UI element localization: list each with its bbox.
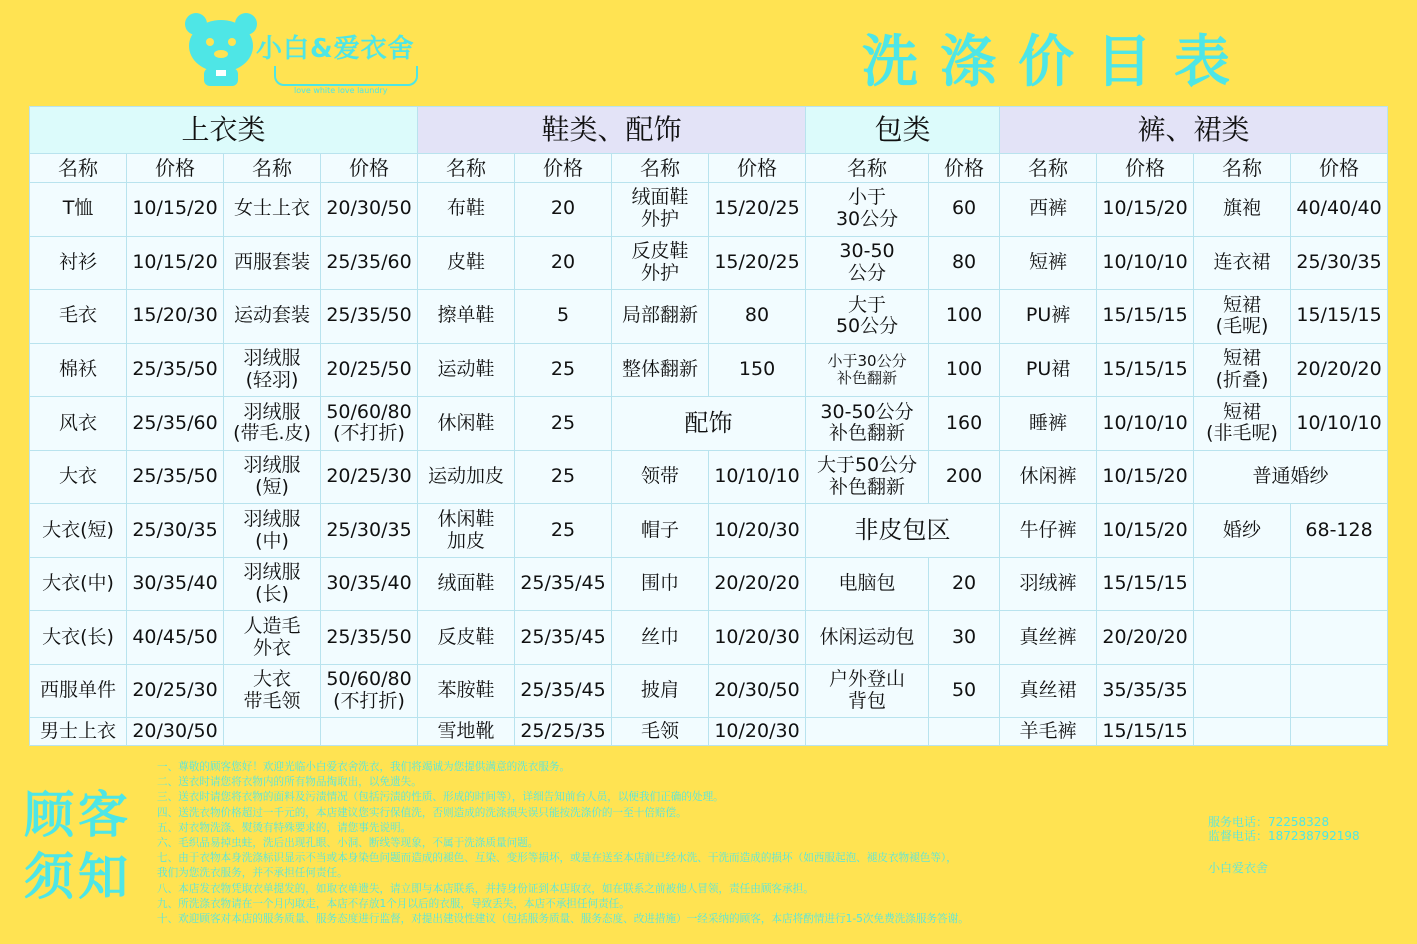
item-price-cell bbox=[1291, 718, 1388, 746]
item-price-cell: 35/35/35 bbox=[1097, 664, 1194, 718]
column-header-name: 名称 bbox=[30, 154, 127, 183]
item-name-cell: 短裙 (非毛呢) bbox=[1194, 397, 1291, 451]
item-name-cell: 布鞋 bbox=[418, 183, 515, 237]
column-header-name: 名称 bbox=[806, 154, 929, 183]
item-name-cell: 牛仔裤 bbox=[1000, 504, 1097, 558]
notice-item: 九、所洗涤衣物请在一个月内取走，本店不存放1个月以后的衣服，导致丢失，本店不承担任何责任。 bbox=[157, 897, 630, 910]
item-price-cell: 30/35/40 bbox=[127, 557, 224, 611]
item-name-cell: 大于50公分 补色翻新 bbox=[806, 450, 929, 504]
item-price-cell: 80 bbox=[929, 236, 1000, 290]
item-name-cell: 毛衣 bbox=[30, 290, 127, 344]
item-price-cell: 10/20/30 bbox=[709, 718, 806, 746]
item-name-cell: 丝巾 bbox=[612, 611, 709, 665]
item-price-cell: 30 bbox=[929, 611, 1000, 665]
item-name-cell: 羽绒服 (短) bbox=[224, 450, 321, 504]
item-name-cell: 大衣(中) bbox=[30, 557, 127, 611]
item-price-cell: 25/35/45 bbox=[515, 557, 612, 611]
item-name-cell bbox=[1194, 611, 1291, 665]
column-header-price: 价格 bbox=[929, 154, 1000, 183]
item-name-cell bbox=[1194, 557, 1291, 611]
item-price-cell: 10/15/20 bbox=[1097, 504, 1194, 558]
item-name-cell: 大于 50公分 bbox=[806, 290, 929, 344]
table-row bbox=[30, 504, 1388, 558]
item-name-cell bbox=[1194, 718, 1291, 746]
item-price-cell bbox=[929, 718, 1000, 746]
item-price-cell: 20/25/50 bbox=[321, 343, 418, 397]
item-name-cell: 雪地靴 bbox=[418, 718, 515, 746]
item-price-cell: 30/35/40 bbox=[321, 557, 418, 611]
table-row bbox=[30, 290, 1388, 344]
item-price-cell: 200 bbox=[929, 450, 1000, 504]
item-price-cell: 50 bbox=[929, 664, 1000, 718]
item-name-cell: 大衣 带毛领 bbox=[224, 664, 321, 718]
service-phone: 服务电话：72258328 bbox=[1208, 815, 1330, 829]
item-name-cell: 绒面鞋 外护 bbox=[612, 183, 709, 237]
table-row bbox=[30, 343, 1388, 397]
item-price-cell: 10/10/10 bbox=[1097, 397, 1194, 451]
item-name-cell: 羽绒服 (轻羽) bbox=[224, 343, 321, 397]
item-name-cell: 普通婚纱 bbox=[1194, 450, 1388, 504]
item-name-cell: 非皮包区 bbox=[806, 504, 1000, 558]
notice-item: 五、对衣物洗涤、熨烫有特殊要求的，请您事先说明。 bbox=[157, 821, 412, 834]
item-name-cell: 户外登山 背包 bbox=[806, 664, 929, 718]
item-name-cell: 羽绒服 (长) bbox=[224, 557, 321, 611]
category-tops: 上衣类 bbox=[30, 107, 418, 154]
item-price-cell: 20/25/30 bbox=[127, 664, 224, 718]
item-price-cell: 10/10/10 bbox=[709, 450, 806, 504]
item-price-cell: 160 bbox=[929, 397, 1000, 451]
item-name-cell: 真丝裙 bbox=[1000, 664, 1097, 718]
column-header-price: 价格 bbox=[127, 154, 224, 183]
item-price-cell: 50/60/80 (不打折) bbox=[321, 397, 418, 451]
item-price-cell: 25 bbox=[515, 450, 612, 504]
item-name-cell: 旗袍 bbox=[1194, 183, 1291, 237]
item-name-cell: 局部翻新 bbox=[612, 290, 709, 344]
item-price-cell: 15/20/25 bbox=[709, 236, 806, 290]
brand-logo bbox=[182, 10, 422, 100]
item-name-cell: 婚纱 bbox=[1194, 504, 1291, 558]
item-name-cell: 擦单鞋 bbox=[418, 290, 515, 344]
item-name-cell: 运动加皮 bbox=[418, 450, 515, 504]
category-bags: 包类 bbox=[806, 107, 1000, 154]
item-price-cell: 10/15/20 bbox=[127, 183, 224, 237]
item-price-cell: 15/20/25 bbox=[709, 183, 806, 237]
brand-name: 小白&爱衣舍 bbox=[256, 34, 415, 64]
item-name-cell: 休闲裤 bbox=[1000, 450, 1097, 504]
bear-logo-icon bbox=[182, 10, 264, 90]
item-name-cell: 反皮鞋 外护 bbox=[612, 236, 709, 290]
item-name-cell: 帽子 bbox=[612, 504, 709, 558]
item-price-cell: 15/15/15 bbox=[1291, 290, 1388, 344]
item-name-cell bbox=[224, 718, 321, 746]
item-name-cell: 风衣 bbox=[30, 397, 127, 451]
item-name-cell: 运动鞋 bbox=[418, 343, 515, 397]
item-name-cell: 休闲鞋 加皮 bbox=[418, 504, 515, 558]
column-header-name: 名称 bbox=[612, 154, 709, 183]
table-row bbox=[30, 397, 1388, 451]
item-name-cell: 反皮鞋 bbox=[418, 611, 515, 665]
item-price-cell: 10/10/10 bbox=[1097, 236, 1194, 290]
item-name-cell: 大衣(短) bbox=[30, 504, 127, 558]
item-price-cell: 25/35/50 bbox=[127, 450, 224, 504]
item-name-cell: PU裤 bbox=[1000, 290, 1097, 344]
item-name-cell: 30-50公分 补色翻新 bbox=[806, 397, 929, 451]
table-row bbox=[30, 557, 1388, 611]
notice-title-line1: 顾客 bbox=[24, 786, 132, 844]
shop-name: 小白爱衣舍 bbox=[1208, 861, 1269, 875]
table-row bbox=[30, 718, 1388, 746]
item-price-cell bbox=[1291, 611, 1388, 665]
notice-item: 十、欢迎顾客对本店的服务质量、服务态度进行监督，对提出建设性建议（包括服务质量、服务态度、改进措施）一经采纳的顾客，本店将酌情进行1-5次免费洗涤服务答谢。 bbox=[157, 913, 969, 926]
item-name-cell: 短裤 bbox=[1000, 236, 1097, 290]
item-price-cell: 10/20/30 bbox=[709, 611, 806, 665]
item-name-cell: 羽绒服 (中) bbox=[224, 504, 321, 558]
item-name-cell: 电脑包 bbox=[806, 557, 929, 611]
item-price-cell: 25/30/35 bbox=[321, 504, 418, 558]
column-header-name: 名称 bbox=[1000, 154, 1097, 183]
item-name-cell: 棉袄 bbox=[30, 343, 127, 397]
item-name-cell: 衬衫 bbox=[30, 236, 127, 290]
customer-notice-list bbox=[157, 760, 1197, 927]
notice-item: 二、送衣时请您将衣物内的所有物品掏取出，以免遗失。 bbox=[157, 776, 422, 789]
item-price-cell: 100 bbox=[929, 343, 1000, 397]
column-header-price: 价格 bbox=[709, 154, 806, 183]
item-price-cell: 40/45/50 bbox=[127, 611, 224, 665]
item-price-cell: 15/15/15 bbox=[1097, 290, 1194, 344]
item-name-cell: 大衣 bbox=[30, 450, 127, 504]
item-price-cell: 25/35/50 bbox=[321, 290, 418, 344]
item-name-cell: 绒面鞋 bbox=[418, 557, 515, 611]
item-price-cell: 25 bbox=[515, 504, 612, 558]
item-price-cell: 20/30/50 bbox=[321, 183, 418, 237]
item-name-cell: 短裙 (毛呢) bbox=[1194, 290, 1291, 344]
item-price-cell: 25/30/35 bbox=[1291, 236, 1388, 290]
item-price-cell: 68-128 bbox=[1291, 504, 1388, 558]
item-name-cell: 西服套装 bbox=[224, 236, 321, 290]
item-name-cell: 苯胺鞋 bbox=[418, 664, 515, 718]
item-name-cell: PU裙 bbox=[1000, 343, 1097, 397]
item-name-cell: 小于30公分 补色翻新 bbox=[806, 343, 929, 397]
item-price-cell: 25 bbox=[515, 397, 612, 451]
item-price-cell: 15/15/15 bbox=[1097, 718, 1194, 746]
item-price-cell: 10/10/10 bbox=[1291, 397, 1388, 451]
item-name-cell: 围巾 bbox=[612, 557, 709, 611]
item-name-cell: 毛领 bbox=[612, 718, 709, 746]
item-name-cell: 连衣裙 bbox=[1194, 236, 1291, 290]
column-header-price: 价格 bbox=[1291, 154, 1388, 183]
item-name-cell: 真丝裤 bbox=[1000, 611, 1097, 665]
item-price-cell: 40/40/40 bbox=[1291, 183, 1388, 237]
contact-info bbox=[1208, 815, 1360, 875]
column-header-row bbox=[30, 154, 1388, 183]
price-table-body bbox=[30, 154, 1388, 746]
item-name-cell: 羽绒裤 bbox=[1000, 557, 1097, 611]
item-name-cell bbox=[806, 718, 929, 746]
item-price-cell: 20/30/50 bbox=[127, 718, 224, 746]
item-name-cell: 披肩 bbox=[612, 664, 709, 718]
item-price-cell: 10/15/20 bbox=[1097, 450, 1194, 504]
brand-underline bbox=[274, 66, 418, 86]
item-name-cell: 西服单件 bbox=[30, 664, 127, 718]
item-price-cell: 5 bbox=[515, 290, 612, 344]
item-price-cell bbox=[1291, 664, 1388, 718]
table-row bbox=[30, 611, 1388, 665]
notice-item: 四、送洗衣物价格超过一千元的，本店建议您实行保值洗，否则造成的洗涤损失误只能按洗涤价的一至十倍赔偿。 bbox=[157, 806, 687, 819]
item-price-cell: 60 bbox=[929, 183, 1000, 237]
item-name-cell: 西裤 bbox=[1000, 183, 1097, 237]
item-price-cell: 25/35/50 bbox=[127, 343, 224, 397]
table-row bbox=[30, 236, 1388, 290]
table-row bbox=[30, 183, 1388, 237]
notice-title bbox=[24, 784, 132, 908]
item-price-cell: 25/35/45 bbox=[515, 664, 612, 718]
page-title: 洗涤价目表 bbox=[862, 30, 1252, 95]
column-header-price: 价格 bbox=[515, 154, 612, 183]
brand-subtitle: love white love laundry bbox=[294, 86, 388, 95]
item-price-cell: 10/15/20 bbox=[127, 236, 224, 290]
item-price-cell: 25/35/60 bbox=[321, 236, 418, 290]
column-header-price: 价格 bbox=[1097, 154, 1194, 183]
item-price-cell: 25 bbox=[515, 343, 612, 397]
item-price-cell: 20/30/50 bbox=[709, 664, 806, 718]
item-price-cell: 20 bbox=[515, 236, 612, 290]
item-price-cell bbox=[1291, 557, 1388, 611]
item-price-cell: 10/20/30 bbox=[709, 504, 806, 558]
item-name-cell: 男士上衣 bbox=[30, 718, 127, 746]
item-price-cell: 25/35/60 bbox=[127, 397, 224, 451]
item-price-cell: 20/20/20 bbox=[709, 557, 806, 611]
item-price-cell: 15/15/15 bbox=[1097, 557, 1194, 611]
column-header-name: 名称 bbox=[1194, 154, 1291, 183]
item-price-cell: 100 bbox=[929, 290, 1000, 344]
table-row bbox=[30, 450, 1388, 504]
category-shoes-accessories: 鞋类、配饰 bbox=[418, 107, 806, 154]
item-price-cell bbox=[321, 718, 418, 746]
column-header-price: 价格 bbox=[321, 154, 418, 183]
item-name-cell: 休闲鞋 bbox=[418, 397, 515, 451]
category-pants-skirts: 裤、裙类 bbox=[1000, 107, 1388, 154]
item-price-cell: 20 bbox=[929, 557, 1000, 611]
column-header-name: 名称 bbox=[224, 154, 321, 183]
item-name-cell bbox=[1194, 664, 1291, 718]
item-name-cell: 休闲运动包 bbox=[806, 611, 929, 665]
item-price-cell: 80 bbox=[709, 290, 806, 344]
item-name-cell: 女士上衣 bbox=[224, 183, 321, 237]
item-price-cell: 50/60/80 (不打折) bbox=[321, 664, 418, 718]
item-name-cell: 配饰 bbox=[612, 397, 806, 451]
item-price-cell: 15/15/15 bbox=[1097, 343, 1194, 397]
item-price-cell: 20 bbox=[515, 183, 612, 237]
item-price-cell: 10/15/20 bbox=[1097, 183, 1194, 237]
item-name-cell: 领带 bbox=[612, 450, 709, 504]
notice-title-line2: 须知 bbox=[24, 848, 132, 906]
price-table bbox=[29, 106, 1388, 746]
notice-item: 一、尊敬的顾客您好！欢迎光临小白爱衣舍洗衣，我们将竭诚为您提供满意的洗衣服务。 bbox=[157, 761, 571, 773]
item-price-cell: 25/35/50 bbox=[321, 611, 418, 665]
notice-item: 八、本店发衣物凭取衣单提发的，如取衣单遗失，请立即与本店联系，并持身份证到本店取衣，如在联系之前被他人冒领，责任由顾客承担。 bbox=[157, 882, 814, 895]
item-name-cell: 羽绒服 (带毛.皮) bbox=[224, 397, 321, 451]
item-price-cell: 20/20/20 bbox=[1097, 611, 1194, 665]
item-price-cell: 150 bbox=[709, 343, 806, 397]
supervise-phone: 监督电话：18723879219​8 bbox=[1208, 829, 1360, 843]
notice-item: 六、毛织品易掉虫蛀，洗后出现孔眼、小洞、断线等现象，不属于洗涤质量问题。 bbox=[157, 837, 539, 850]
notice-item: 我们为您洗衣服务，并不承担任何责任。 bbox=[157, 867, 348, 880]
notice-item: 三、送衣时请您将衣物的面料及污渍情况（包括污渍的性质、形成的时间等），详细告知前台人员，以便我们正确的处理。 bbox=[157, 791, 724, 804]
item-name-cell: 整体翻新 bbox=[612, 343, 709, 397]
item-name-cell: T恤 bbox=[30, 183, 127, 237]
item-name-cell: 羊毛裤 bbox=[1000, 718, 1097, 746]
item-price-cell: 20/25/30 bbox=[321, 450, 418, 504]
item-price-cell: 25/30/35 bbox=[127, 504, 224, 558]
item-price-cell: 15/20/30 bbox=[127, 290, 224, 344]
item-name-cell: 皮鞋 bbox=[418, 236, 515, 290]
item-name-cell: 睡裤 bbox=[1000, 397, 1097, 451]
column-header-name: 名称 bbox=[418, 154, 515, 183]
item-name-cell: 短裙 (折叠) bbox=[1194, 343, 1291, 397]
notice-item: 七、由于衣物本身洗涤标识显示不当或本身染色问题而造成的褪色、互染、变形等损坏，或是在送至本店前已经水洗、干洗而造成的损坏（如西服起泡、褪皮衣物褪色等）， bbox=[157, 852, 957, 865]
item-name-cell: 小于 30公分 bbox=[806, 183, 929, 237]
item-price-cell: 25/35/45 bbox=[515, 611, 612, 665]
item-name-cell: 大衣(长) bbox=[30, 611, 127, 665]
item-name-cell: 人造毛 外衣 bbox=[224, 611, 321, 665]
table-row bbox=[30, 664, 1388, 718]
item-name-cell: 30-50 公分 bbox=[806, 236, 929, 290]
item-price-cell: 20/20/20 bbox=[1291, 343, 1388, 397]
item-price-cell: 25/25/35 bbox=[515, 718, 612, 746]
item-name-cell: 运动套装 bbox=[224, 290, 321, 344]
